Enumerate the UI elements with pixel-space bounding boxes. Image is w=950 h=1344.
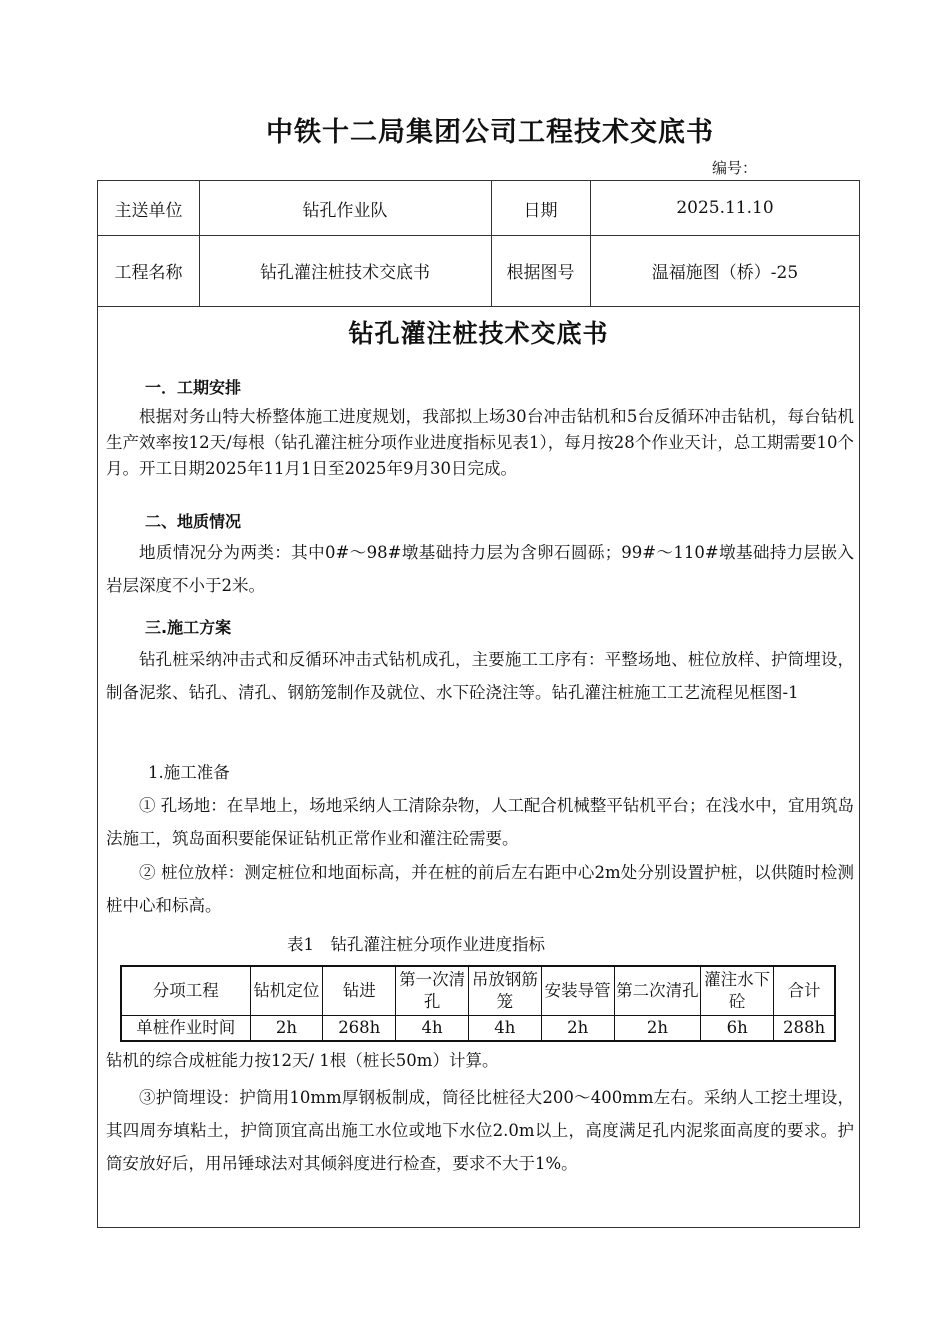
document-title: 中铁十二局集团公司工程技术交底书 xyxy=(266,117,714,148)
table-header-cell: 钻进 xyxy=(323,966,396,1016)
disclosure-form xyxy=(97,180,860,1228)
table-cell: 288h xyxy=(774,1016,835,1042)
project-value: 钻孔灌注桩技术交底书 xyxy=(260,263,430,283)
table-cell: 268h xyxy=(323,1016,396,1042)
section-heading-construction-plan: 三.施工方案 xyxy=(145,618,232,637)
progress-table xyxy=(120,965,836,1042)
table-header-cell: 第二次清孔 xyxy=(614,966,701,1016)
subsection-preparation: 1.施工准备 xyxy=(148,763,230,782)
table-header-row xyxy=(121,966,835,1016)
table-cell: 2h xyxy=(541,1016,614,1042)
project-label: 工程名称 xyxy=(114,263,183,283)
row-divider xyxy=(98,306,859,307)
pile-layout-item: ② 桩位放样：测定桩位和地面标高，并在桩的前后左右距中心2m处分别设置护桩，以供随时检测桩中心和标高。 xyxy=(106,863,854,915)
construction-plan-paragraph: 钻孔桩采纳冲击式和反循环冲击式钻机成孔，主要施工工序有：平整场地、桩位放样、护筒埋设，制备泥浆、钻孔、清孔、钢筋笼制作及就位、水下砼浇注等。钻孔灌注桩施工工艺流程见框图-1 xyxy=(106,650,854,702)
date-label: 日期 xyxy=(523,200,558,221)
schedule-paragraph: 根据对务山特大桥整体施工进度规划，我部拟上场30台冲击钻机和5台反循环冲击钻机，每台钻机生产效率按12天/每根（钻孔灌注桩分项作业进度指标见表1），每月按28个作业天计，总工期需要10个月。开工日期2025年11月1日至2025年9月30日完成。 xyxy=(106,407,854,478)
date-value: 2025.11.10 xyxy=(676,198,774,218)
drawing-label: 根据图号 xyxy=(506,263,575,283)
table-cell: 4h xyxy=(396,1016,469,1042)
table-cell: 2h xyxy=(614,1016,701,1042)
section-heading-schedule: 一．工期安排 xyxy=(145,378,242,397)
section-heading-geology: 二、地质情况 xyxy=(145,512,242,531)
table-header-cell: 安装导管 xyxy=(541,966,614,1016)
table-note: 钻机的综合成桩能力按12天/ 1根（桩长50m）计算。 xyxy=(106,1051,499,1070)
site-preparation-item: ① 孔场地：在旱地上，场地采纳人工清除杂物，人工配合机械整平钻机平台；在浅水中，宜用筑岛法施工，筑岛面积要能保证钻机正常作业和灌注砼需要。 xyxy=(106,796,854,848)
table-header-cell: 钻机定位 xyxy=(250,966,323,1016)
table-header-cell: 合计 xyxy=(774,966,835,1016)
drawing-value: 温福施图（桥）-25 xyxy=(651,263,799,283)
sender-value: 钻孔作业队 xyxy=(302,200,388,221)
table-cell: 2h xyxy=(250,1016,323,1042)
table-cell: 4h xyxy=(468,1016,541,1042)
document-number-label: 编号： xyxy=(712,159,758,177)
table-header-cell: 分项工程 xyxy=(121,966,250,1016)
table-header-cell: 灌注水下砼 xyxy=(701,966,774,1016)
table-caption: 表1 钻孔灌注桩分项作业进度指标 xyxy=(287,935,545,954)
geology-paragraph: 地质情况分为两类：其中0#～98#墩基础持力层为含卵石圆砾；99#～110#墩基础持力层嵌入岩层深度不小于2米。 xyxy=(106,543,854,595)
table-cell: 6h xyxy=(701,1016,774,1042)
table-header-cell: 吊放钢筋笼 xyxy=(468,966,541,1016)
casing-burial-item: ③护筒埋设：护筒用10mm厚钢板制成，筒径比桩径大200～400mm左右。采纳人工挖土埋设，其四周夯填粘土，护筒顶宜高出施工水位或地下水位2.0m以上，高度满足孔内泥浆面高度的要求。护筒安放好后，用吊锤球法对其倾斜度进行检查，要求不大于1%。 xyxy=(106,1088,854,1173)
table-row-label: 单桩作业时间 xyxy=(121,1016,250,1042)
body-title: 钻孔灌注桩技术交底书 xyxy=(348,319,609,348)
table-row xyxy=(121,1016,835,1042)
sender-label: 主送单位 xyxy=(114,200,183,221)
table-header-cell: 第一次清孔 xyxy=(396,966,469,1016)
